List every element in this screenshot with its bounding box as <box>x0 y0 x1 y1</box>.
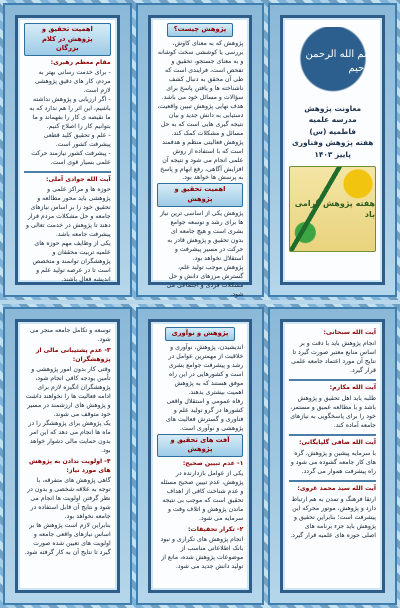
panel-content <box>280 319 385 593</box>
paragraph: - پیشرفت کشور نیازمند حرکت علمی بسیار قوی است. <box>31 150 111 166</box>
panel-scholar-quotes <box>268 307 397 605</box>
section-heading: مقام معظم رهبری: <box>50 59 111 67</box>
paragraph: ارتقا فرهنگ و تمدن به هم ارتباط دارد و پژوهش، موتور محرکه این پیشرفت است؛ بنابراین تحقیق و پژوهش باید جزء برنامه های اصلی حوزه های علمیه قرار گیرد. <box>290 495 377 539</box>
paragraph: گاهی پژوهش های متفرقه، با توجه به علاقه شخصی و بدون در نظر گرفتن اولویت ها انجام می شود و نتایج آن قابل استفاده در جامعه نخواهد بود. <box>27 476 111 520</box>
section-title: اهمیت تحقیق و پژوهش <box>157 183 244 206</box>
paragraph: یکی از وظایف مهم حوزه های علمیه تربیت محققان و پژوهشگران توانمند و متخصص است تا در عرصه تولید علم و اندیشه فعال باشند. <box>32 239 111 283</box>
section-heading: آیت الله جوادی آملی: <box>45 175 111 183</box>
paragraph: هدف نهایی پژوهش تبیین واقعیت، دستیابی به دانش جدید و بیان نتیجه گیری هایی است که به حل مسائل و مشکلات کمک کند. <box>157 102 244 137</box>
panel-innovation <box>136 307 265 605</box>
paragraph: طلبه باید اهل تحقیق و پژوهش باشد و با مطالعه عمیق و مستمر، خود را برای پاسخگویی به نیازهای جامعه آماده کند. <box>290 394 377 429</box>
cover-image <box>289 166 376 252</box>
section-heading: آیت الله صافی گلپایگانی: <box>298 438 377 446</box>
paragraph: رفاه عمومی و استقلال واقعی کشورها در گرو تولید علم و فناوری و گسترش فعالیت های پژوهشی و نوآوری است. <box>166 397 244 432</box>
paragraph: پژوهش موجب تولید علم، گسترش مرزهای دانش و حل مشکلات فردی و اجتماعی می شود. <box>166 263 244 298</box>
panel-title: پژوهش و نوآوری <box>165 327 236 341</box>
paragraph: پژوهش که به معنای کاوش، بررسی یا کوششی سخت کوشانه و به معنای جستجو، تحقیق و تفحص است، فرایندی است که طی آن محقق به دنبال کشف ناشناخته ها و یافتن پاسخ برای سؤالات و مسائل خود می باشد. <box>157 39 244 101</box>
section-heading: ۳- عدم پشتیبانی مالی از پژوهشگران: <box>35 346 111 363</box>
brochure-sheet-inside <box>0 304 400 608</box>
section-heading: ۴- اولویت ندادن به پژوهش های مورد نیاز: <box>29 457 111 474</box>
basmala-calligraphy: بسم الله الرحمن الرحیم <box>290 27 376 97</box>
paragraph: انجام پژوهش های تکراری و نبود بانک اطلاعاتی مناسب از موضوعات پژوهش شده، مانع از تولید دانش جدید می شود. <box>160 535 244 570</box>
panel-content <box>15 319 120 593</box>
cover-image-caption: هفته پژوهش گرامی باد <box>294 198 376 220</box>
section-heading: ۲- تکرار تحقیقات: <box>188 525 244 533</box>
panel-what-is-research <box>136 3 265 297</box>
section-heading: آیت الله سید محمد غروی: <box>297 484 377 492</box>
panel-content <box>280 15 385 285</box>
divider <box>289 379 376 381</box>
section-heading: ۱- عدم تبیین صحیح: <box>182 460 244 467</box>
cover-line: مدرسه علمیه <box>308 115 357 125</box>
paragraph: پژوهش یکی از اساسی ترین نیاز ها برای رشد و توسعه جوامع بشری است و هیچ جامعه ای بدون تحقیق و پژوهش قادر به حرکت در مسیر پیشرفت و استقلال نخواهد بود. <box>160 209 244 262</box>
panel-content <box>148 319 253 593</box>
brochure-sheet-outside <box>0 0 400 300</box>
paragraph: با سرمایه پیشین و پژوهش، گره های کار جامعه گشوده می شود و راه پیشرفت هموار می گردد. <box>290 449 377 475</box>
section-heading: آیت الله سبحانی: <box>323 329 377 336</box>
paragraph: یک پژوهش برای پژوهشگر را در ماه ها انجام می دهد که این امر بدون حمایت مالی دشوار خواهد بود. <box>28 419 111 454</box>
panel-title: پژوهش چیست؟ <box>167 23 234 37</box>
paragraph: اندیشیدن، پژوهش، نوآوری و خلاقیت از مهمترین عوامل در رشد و پیشرفت جوامع بشری است و کشورهایی در این راه موفق هستند که به پژوهش اهمیت بیشتری بدهند. <box>168 343 244 396</box>
cover-line: معاونت پژوهش <box>304 104 362 113</box>
divider <box>289 480 376 482</box>
cover-title-lines <box>289 103 376 160</box>
paragraph: - برای خدمت رسانی بهتر به مردم، کار های دقیق پژوهشی لازم است. <box>34 69 111 95</box>
paragraph: بنابراین لازم است پژوهش ها بر اساس نیازهای واقعی جامعه و اولویت های تعیین شده صورت گیرد تا نتایج آن به کار گرفته شود. <box>24 521 111 556</box>
cover-line: فاطمیه (س) <box>309 126 356 136</box>
paragraph: - اگر ارزیابی و پژوهش نداشته باشیم، این اثر را هم ندارد که به ما نقیصه ی کار را بفهماند و ما بتوانیم کار را اصلاح کنیم. <box>29 96 111 131</box>
section-title: آفت های تحقیق و پژوهش <box>157 434 244 457</box>
panel-content <box>15 15 120 285</box>
panel-cover <box>268 3 397 297</box>
cover-line: هفته پژوهش وفناوری <box>291 138 374 148</box>
paragraph: توسعه و تکامل جامعه منجر می شود. <box>30 327 111 343</box>
paragraph: حوزه ها و مراکز علمی و پژوهشی باید محور مطالعه و تحقیق خود را بر اساس نیازهای جامعه و حل مشکلات مردم قرار دهند تا پژوهش در خدمت تعالی و پیشرفت جامعه باشد. <box>26 185 111 238</box>
panel-title: اهمیت تحقیق و پژوهش در کلام بزرگان <box>24 23 111 56</box>
divider <box>24 171 111 173</box>
paragraph: - علم و تحقیق کلید قطعی پیشرفت کشور است. <box>43 132 111 149</box>
paragraph: وقتی کار بدون امور پژوهشی و تأمین بودجه کافی انجام شود، پژوهشگران انگیزه لازم برای ادامه فعالیت ها را نخواهند داشت و پژوهش های ارزشمند در مسیر خود متوقف می شوند. <box>25 365 111 418</box>
cover-line: پاییز ۱۴۰۳ <box>314 149 351 159</box>
divider <box>289 434 376 436</box>
paragraph: پژوهش فعالیتی منظم و هدفمند است که با استفاده از روش علمی انجام می شود و نتیجه آن افزایش آگاهی، رفع ابهام و پاسخ به پرسش ها خواهد بود. <box>160 138 244 182</box>
paragraph: یکی از عوامل بازدارنده در پژوهش، عدم تبیین صحیح مسئله و عدم شناخت کافی از اهداف تحقیق است که موجب بی نتیجه ماندن پژوهش و اتلاف وقت و سرمایه می شود. <box>160 469 244 522</box>
paragraph: انجام پژوهش باید با دقت و بر اساس منابع معتبر صورت گیرد تا نتایج آن مورد اعتماد جامعه علمی قرار گیرد. <box>291 339 377 374</box>
panel-importance-quotes <box>3 3 132 297</box>
section-heading: آیت الله مکارم: <box>329 383 377 391</box>
panel-research-obstacles <box>3 307 132 605</box>
panel-content <box>148 15 253 298</box>
